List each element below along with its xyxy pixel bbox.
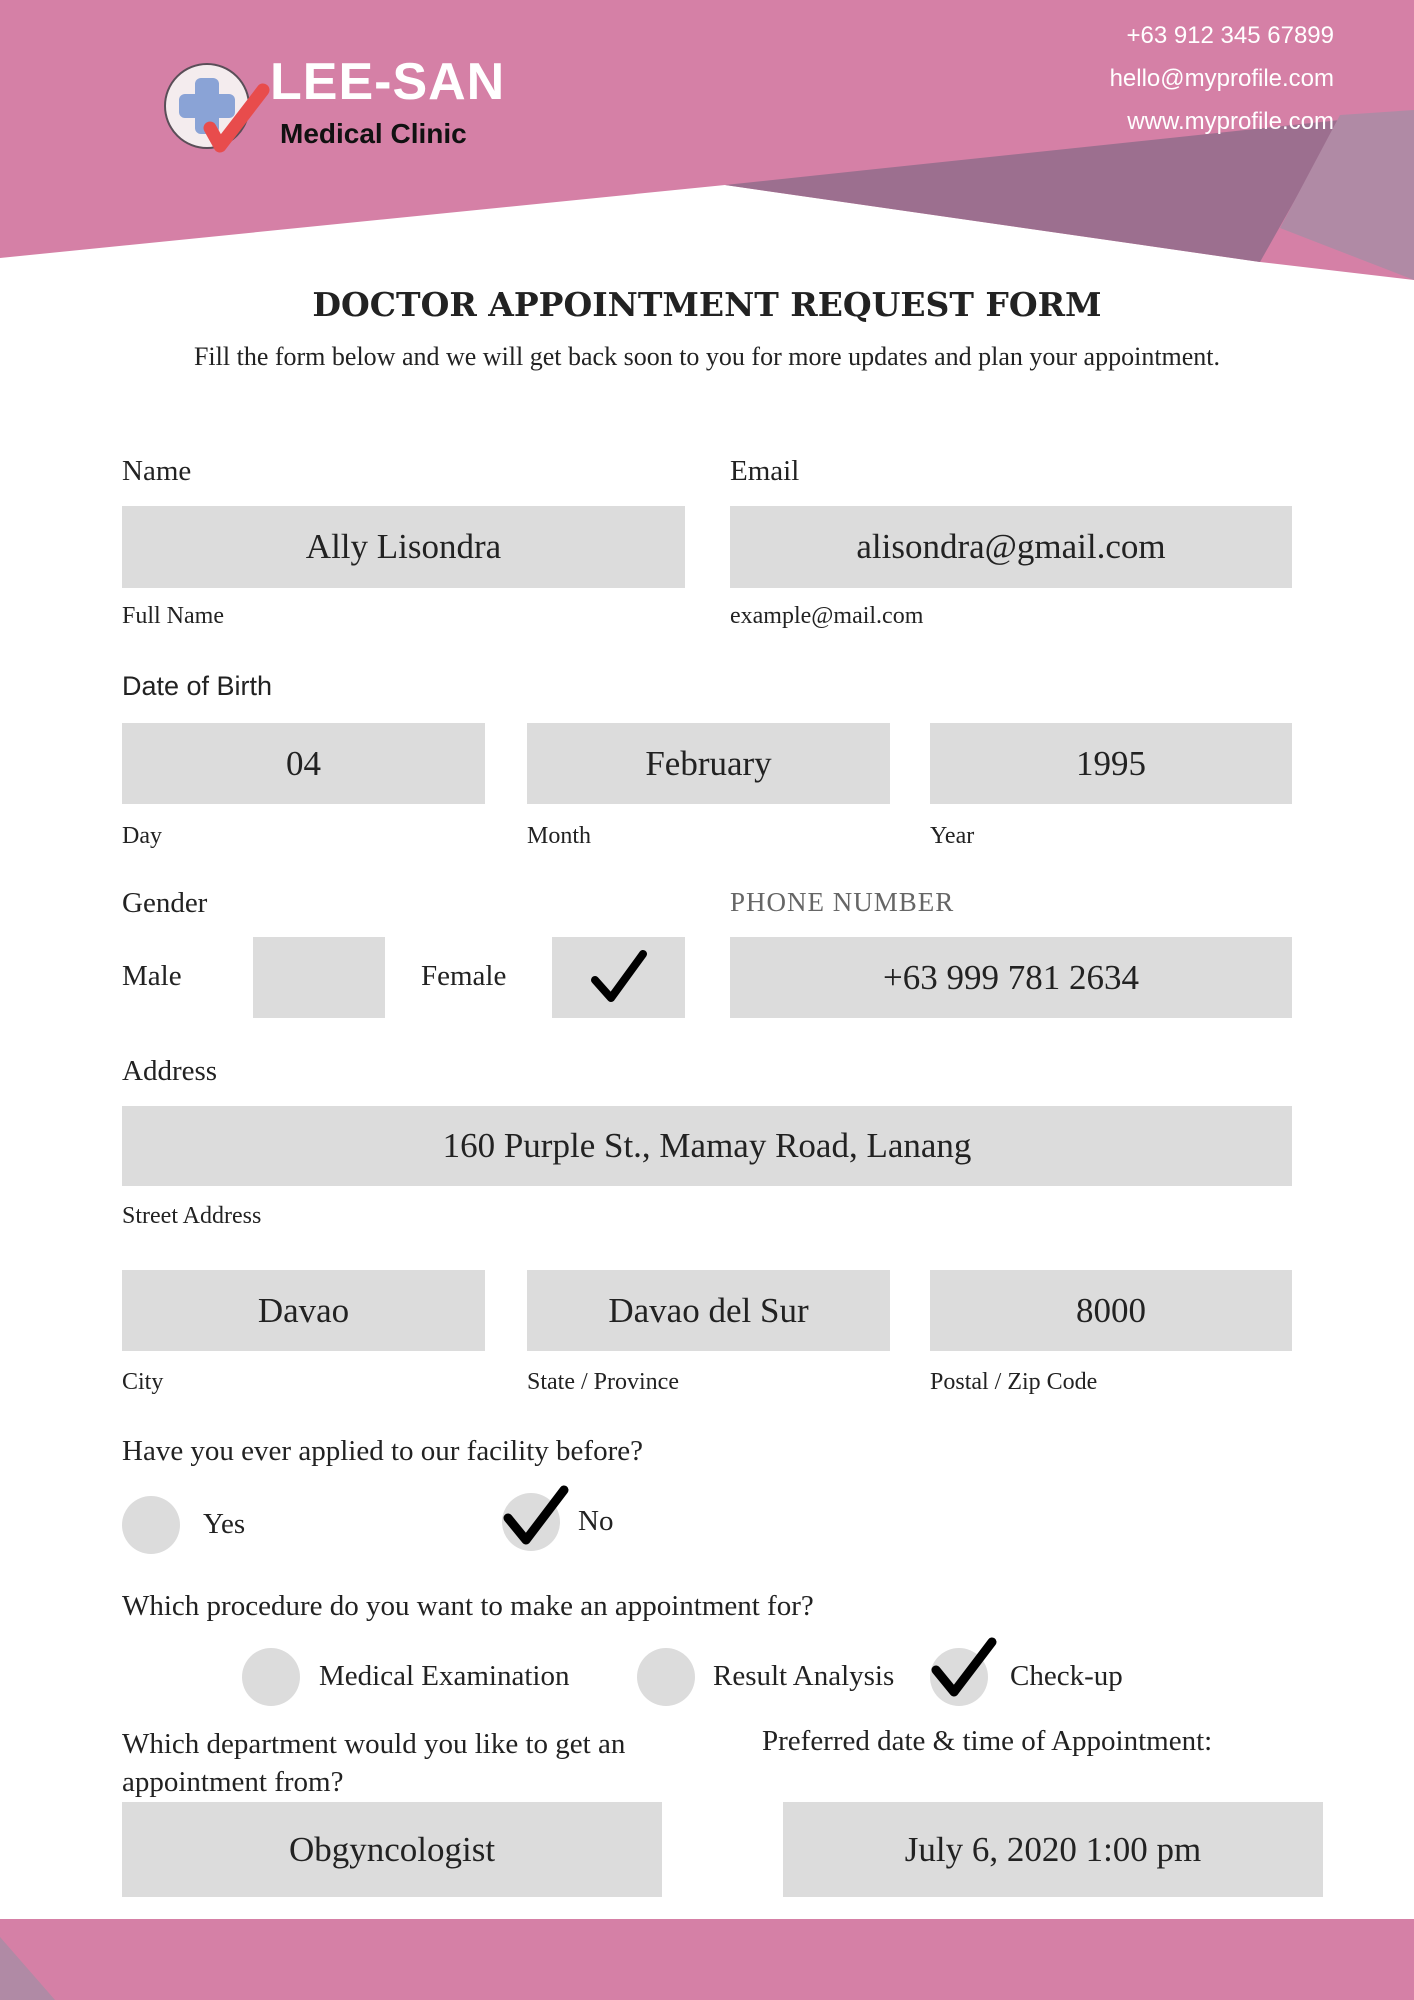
footer-band — [0, 1919, 1414, 2000]
procedure-medical-exam-radio[interactable] — [242, 1648, 300, 1706]
gender-male-checkbox[interactable] — [253, 937, 385, 1018]
preferred-date-question: Preferred date & time of Appointment: — [762, 1725, 1213, 1757]
applied-before-question: Have you ever applied to our facility before? — [122, 1435, 643, 1467]
contact-website: www.myprofile.com — [1127, 108, 1334, 135]
city-input[interactable]: Davao — [122, 1270, 485, 1351]
department-input[interactable]: Obgyncologist — [122, 1802, 662, 1897]
checkmark-icon — [928, 1636, 998, 1702]
email-hint: example@mail.com — [730, 603, 924, 629]
email-label: Email — [730, 455, 800, 487]
state-input[interactable]: Davao del Sur — [527, 1270, 890, 1351]
name-label: Name — [122, 455, 192, 487]
dob-month-input[interactable]: February — [527, 723, 890, 804]
phone-input[interactable]: +63 999 781 2634 — [730, 937, 1292, 1018]
brand-subtitle: Medical Clinic — [280, 118, 467, 149]
applied-yes-radio[interactable] — [122, 1496, 180, 1554]
clinic-logo — [160, 60, 270, 160]
email-input[interactable]: alisondra@gmail.com — [730, 506, 1292, 588]
contact-email: hello@myprofile.com — [1109, 65, 1334, 92]
form-title: DOCTOR APPOINTMENT REQUEST FORM — [312, 285, 1102, 324]
procedure-medical-exam-label: Medical Examination — [319, 1660, 570, 1692]
state-hint: State / Province — [527, 1369, 679, 1395]
brand-name: LEE-SAN — [270, 53, 506, 111]
zip-input[interactable]: 8000 — [930, 1270, 1292, 1351]
department-question: Which department would you like to get an appointment from? — [122, 1728, 626, 1798]
gender-female-label: Female — [421, 960, 507, 992]
zip-hint: Postal / Zip Code — [930, 1369, 1098, 1395]
dob-label: Date of Birth — [122, 671, 273, 701]
applied-no-label: No — [578, 1505, 614, 1537]
address-label: Address — [122, 1055, 218, 1087]
procedure-question: Which procedure do you want to make an appointment for? — [122, 1590, 814, 1622]
city-hint: City — [122, 1369, 164, 1395]
checkmark-icon — [589, 948, 649, 1008]
dob-month-hint: Month — [527, 823, 592, 849]
dob-year-input[interactable]: 1995 — [930, 723, 1292, 804]
procedure-result-analysis-label: Result Analysis — [713, 1660, 895, 1692]
procedure-result-analysis-radio[interactable] — [637, 1648, 695, 1706]
checkmark-icon — [500, 1484, 570, 1550]
preferred-date-input[interactable]: July 6, 2020 1:00 pm — [783, 1802, 1323, 1897]
gender-label: Gender — [122, 887, 208, 919]
form-intro: Fill the form below and we will get back soon to you for more updates and plan your appointment. — [193, 342, 1221, 371]
street-input[interactable]: 160 Purple St., Mamay Road, Lanang — [122, 1106, 1292, 1186]
dob-day-hint: Day — [122, 823, 162, 849]
applied-yes-label: Yes — [203, 1508, 246, 1540]
street-hint: Street Address — [122, 1203, 262, 1229]
procedure-checkup-label: Check-up — [1010, 1660, 1123, 1692]
contact-phone: +63 912 345 67899 — [1126, 22, 1334, 49]
dob-year-hint: Year — [930, 823, 975, 849]
name-hint: Full Name — [122, 603, 224, 629]
gender-male-label: Male — [122, 960, 182, 992]
name-input[interactable]: Ally Lisondra — [122, 506, 685, 588]
phone-label: PHONE NUMBER — [730, 887, 955, 917]
dob-day-input[interactable]: 04 — [122, 723, 485, 804]
gender-female-checkbox[interactable] — [552, 937, 685, 1018]
